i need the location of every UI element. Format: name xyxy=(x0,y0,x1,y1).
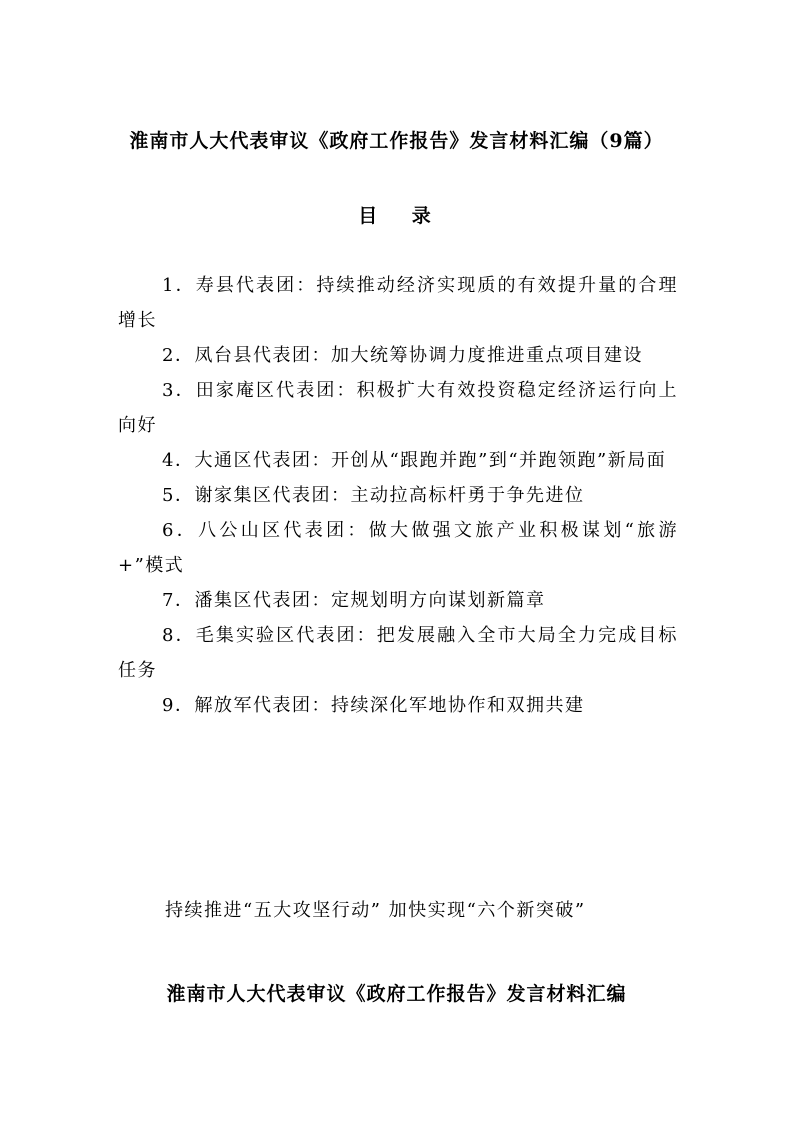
toc-item-5: 5．谢家集区代表团：主动拉高标杆勇于争先进位 xyxy=(162,485,585,506)
article-subheading: 持续推进“五大攻坚行动” 加快实现“六个新突破” xyxy=(165,900,586,921)
toc-item-7: 7．潘集区代表团：定规划明方向谋划新篇章 xyxy=(162,590,546,611)
toc-item-2: 2．凤台县代表团：加大统筹协调力度推进重点项目建设 xyxy=(162,345,643,366)
toc-item-1: 1．寿县代表团：持续推动经济实现质的有效提升量的合理增长 xyxy=(118,275,678,331)
toc-item-9: 9．解放军代表团：持续深化军地协作和双拥共建 xyxy=(162,695,585,716)
section-title: 淮南市人大代表审议《政府工作报告》发言材料汇编 xyxy=(166,983,627,1005)
toc-heading: 目 录 xyxy=(358,205,445,227)
document-title: 淮南市人大代表审议《政府工作报告》发言材料汇编（9篇） xyxy=(129,130,664,152)
toc-item-3: 3．田家庵区代表团：积极扩大有效投资稳定经济运行向上向好 xyxy=(118,380,678,436)
table-of-contents xyxy=(118,268,678,723)
toc-item-6: 6．八公山区代表团：做大做强文旅产业积极谋划“旅游+”模式 xyxy=(118,520,678,576)
toc-item-4: 4．大通区代表团：开创从“跟跑并跑”到“并跑领跑”新局面 xyxy=(162,450,667,471)
toc-item-8: 8．毛集实验区代表团：把发展融入全市大局全力完成目标任务 xyxy=(118,625,678,681)
